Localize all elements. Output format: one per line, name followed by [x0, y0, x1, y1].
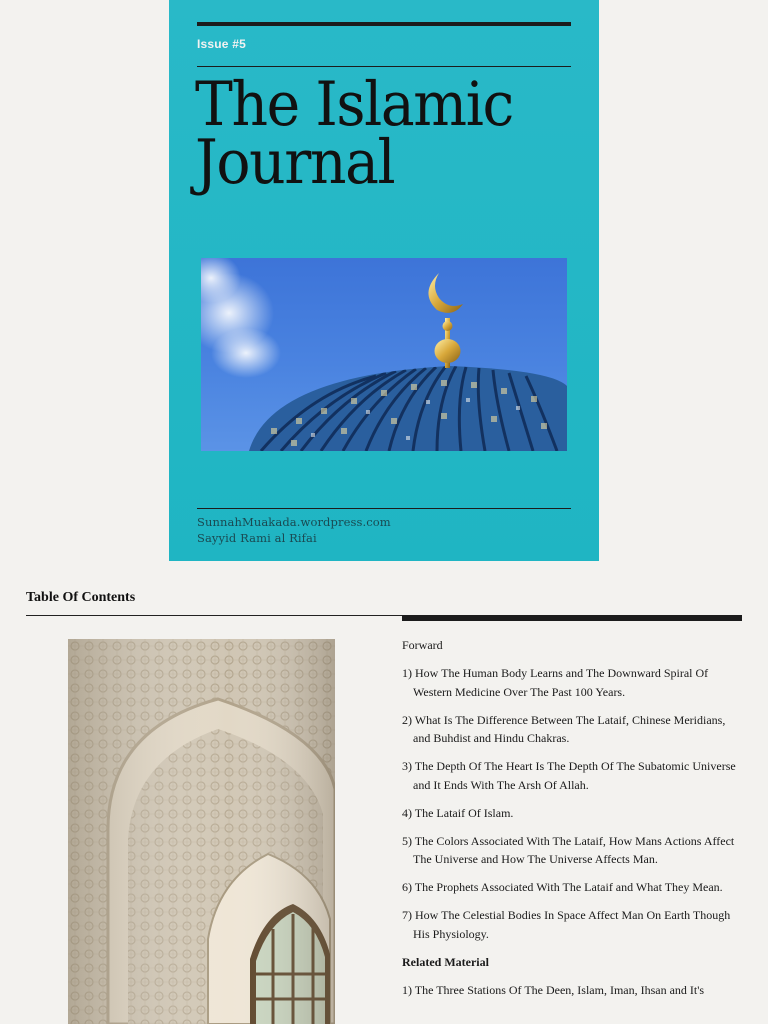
toc-item[interactable]: 3) The Depth Of The Heart Is The Depth Of The Subatomic Universe and It Ends With The Arsh Of Allah. [402, 759, 736, 792]
journal-title-line1: The Islamic [195, 69, 513, 140]
related-item[interactable]: 1) The Three Stations Of The Deen, Islam, Iman, Ihsan and It's [402, 982, 705, 997]
toc-forward[interactable]: Forward [402, 638, 443, 652]
mosque-interior-photo [68, 639, 335, 1024]
cover-bottom-rule [197, 508, 571, 509]
toc-item[interactable]: 2) What Is The Difference Between The Lataif, Chinese Meridians, and Buhdist and Hindu Chakras. [402, 712, 726, 745]
toc-item[interactable]: 6) The Prophets Associated With The Lataif and What They Mean. [402, 880, 723, 894]
mosque-dome-photo [201, 258, 567, 451]
author-credit: Sayyid Rami al Rifai [197, 531, 317, 545]
toc-heading: Table Of Contents [26, 590, 136, 605]
mosque-dome-illustration [201, 258, 567, 451]
toc-item[interactable]: 5) The Colors Associated With The Lataif, How Mans Actions Affect The Universe and How The Universe Affects Man. [402, 833, 735, 866]
journal-cover [169, 0, 599, 561]
issue-number: Issue #5 [197, 37, 246, 51]
website-credit: SunnahMuakada.wordpress.com [197, 515, 391, 529]
journal-title-line2: Journal [195, 127, 395, 198]
journal-title [195, 69, 558, 198]
related-material-heading: Related Material [402, 954, 489, 969]
toc-rule-thick [402, 615, 742, 621]
toc-rule-thin [26, 615, 402, 616]
toc-item[interactable]: 1) How The Human Body Learns and The Downward Spiral Of Western Medicine Over The Past 100 Years. [402, 666, 709, 699]
toc-list [402, 636, 742, 1009]
cover-thin-rule [197, 66, 571, 67]
toc-item[interactable]: 4) The Lataif Of Islam. [402, 805, 514, 820]
mosque-interior-illustration [68, 639, 335, 1024]
cover-top-rule [197, 22, 571, 26]
toc-item[interactable]: 7) How The Celestial Bodies In Space Affect Man On Earth Though His Physiology. [402, 908, 731, 941]
